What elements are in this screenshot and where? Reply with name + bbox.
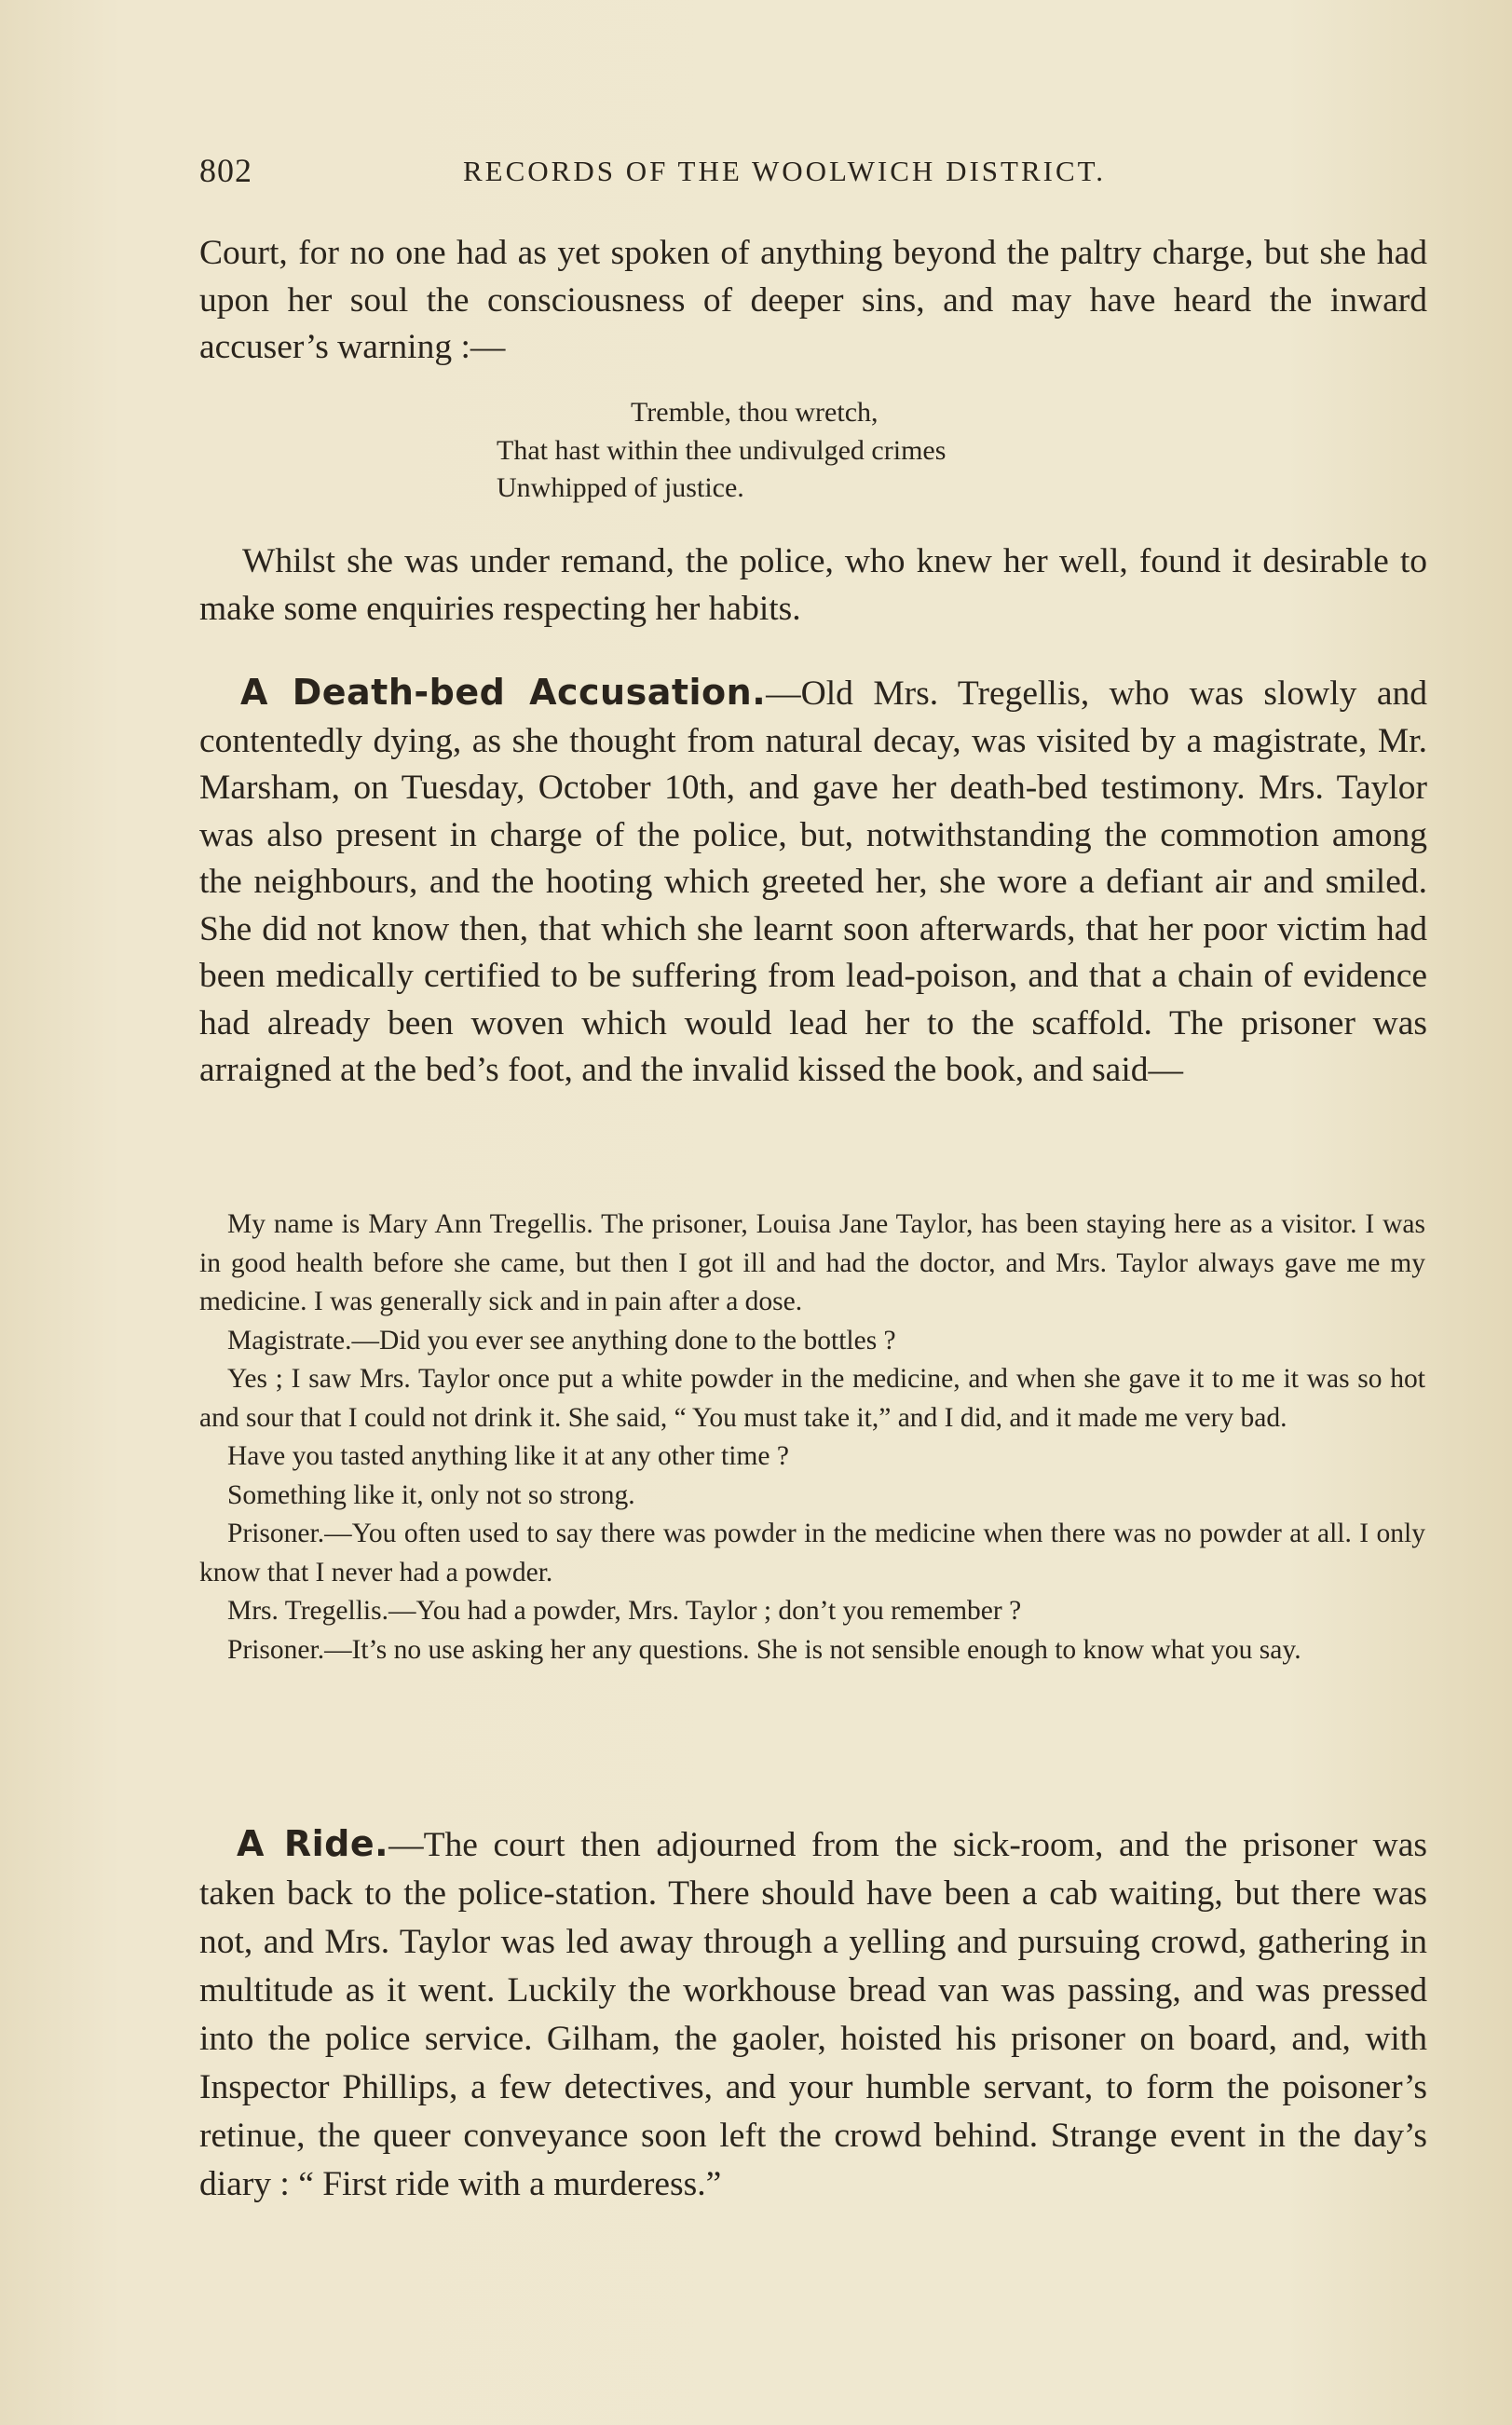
running-title: RECORDS OF THE WOOLWICH DISTRICT.: [463, 155, 1107, 187]
section-text: —The court then adjourned from the sick-room, and the prisoner was taken back to the police-station. There should have been a cab waiting, but there was not, and Mrs. Taylor was led away through a yelling and pursuing crowd, gathering in multitude as it went. Luckily the workhouse bread van was passing, and was pressed into the police service. Gilham, the gaoler, hoisted his prisoner on board, and, with Inspector Phillips, a few detectives, and your humble servant, to form the poisoner’s retinue, the queer conveyance soon left the crowd behind. Strange event in the day’s diary : “ First ride with a murderess.”: [199, 1826, 1427, 2203]
verse-quotation: [497, 394, 946, 508]
section-heading: A Ride.: [237, 1823, 389, 1864]
testimony-line: Have you tasted anything like it at any other time ?: [227, 1441, 789, 1471]
testimony-block: [199, 1206, 1425, 1669]
testimony-line: Prisoner.—You often used to say there was powder in the medicine when there was no powder at all. I only know that I never had a powder.: [199, 1519, 1425, 1587]
testimony-line: Prisoner.—It’s no use asking her any questions. She is not sensible enough to know what you say.: [227, 1634, 1301, 1665]
testimony-line: Yes ; I saw Mrs. Taylor once put a white powder in the medicine, and when she gave it to me it was so hot and sour that I could not drink it. She said, “ You must take it,” and I did, and it made me very bad.: [199, 1364, 1425, 1433]
section-heading: A Death-bed Accusation.: [240, 672, 767, 713]
section-text: —Old Mrs. Tregellis, who was slowly and contentedly dying, as she thought from natural decay, was visited by a magistrate, Mr. Marsham, on Tuesday, October 10th, and gave her death-bed testimony. Mrs. Taylor was also present in charge of the police, but, notwithstanding the commotion among the neighbours, and the hooting which greeted her, she wore a defiant air and smiled. She did not know then, that which she learnt soon afterwards, that her poor victim had been medically certified to be suffering from lead-poison, and that a chain of evidence had already been woven which would lead her to the scaffold. The prisoner was arraigned at the bed’s foot, and the invalid kissed the book, and said—: [199, 674, 1427, 1089]
page-header: [199, 151, 1425, 198]
paragraph-opening: Court, for no one had as yet spoken of anything beyond the paltry charge, but she had upon her soul the consciousness of deeper sins, and may have heard the inward accuser’s warning :—: [199, 234, 1427, 366]
verse-line: Unwhipped of justice.: [497, 472, 744, 503]
verse-line: Tremble, thou wretch,: [631, 397, 879, 428]
testimony-line: My name is Mary Ann Tregellis. The prisoner, Louisa Jane Taylor, has been staying here as a visitor. I was in good health before she came, but then I got ill and had the doctor, and Mrs. Taylor always gave me my medicine. I was generally sick and in pain after a dose.: [199, 1209, 1425, 1316]
page-number: 802: [199, 152, 252, 189]
testimony-line: Mrs. Tregellis.—You had a powder, Mrs. Taylor ; don’t you remember ?: [227, 1596, 1022, 1626]
paragraph-remand: Whilst she was under remand, the police, who knew her well, found it desirable to make some enquiries respecting her habits.: [199, 542, 1427, 628]
verse-line: That hast within thee undivulged crimes: [497, 434, 947, 466]
testimony-line: Something like it, only not so strong.: [227, 1479, 635, 1510]
paragraph-death-bed-accusation: [199, 669, 1427, 1095]
paragraph-ride: [199, 1819, 1427, 2209]
testimony-line: Magistrate.—Did you ever see anything done to the bottles ?: [227, 1325, 896, 1356]
